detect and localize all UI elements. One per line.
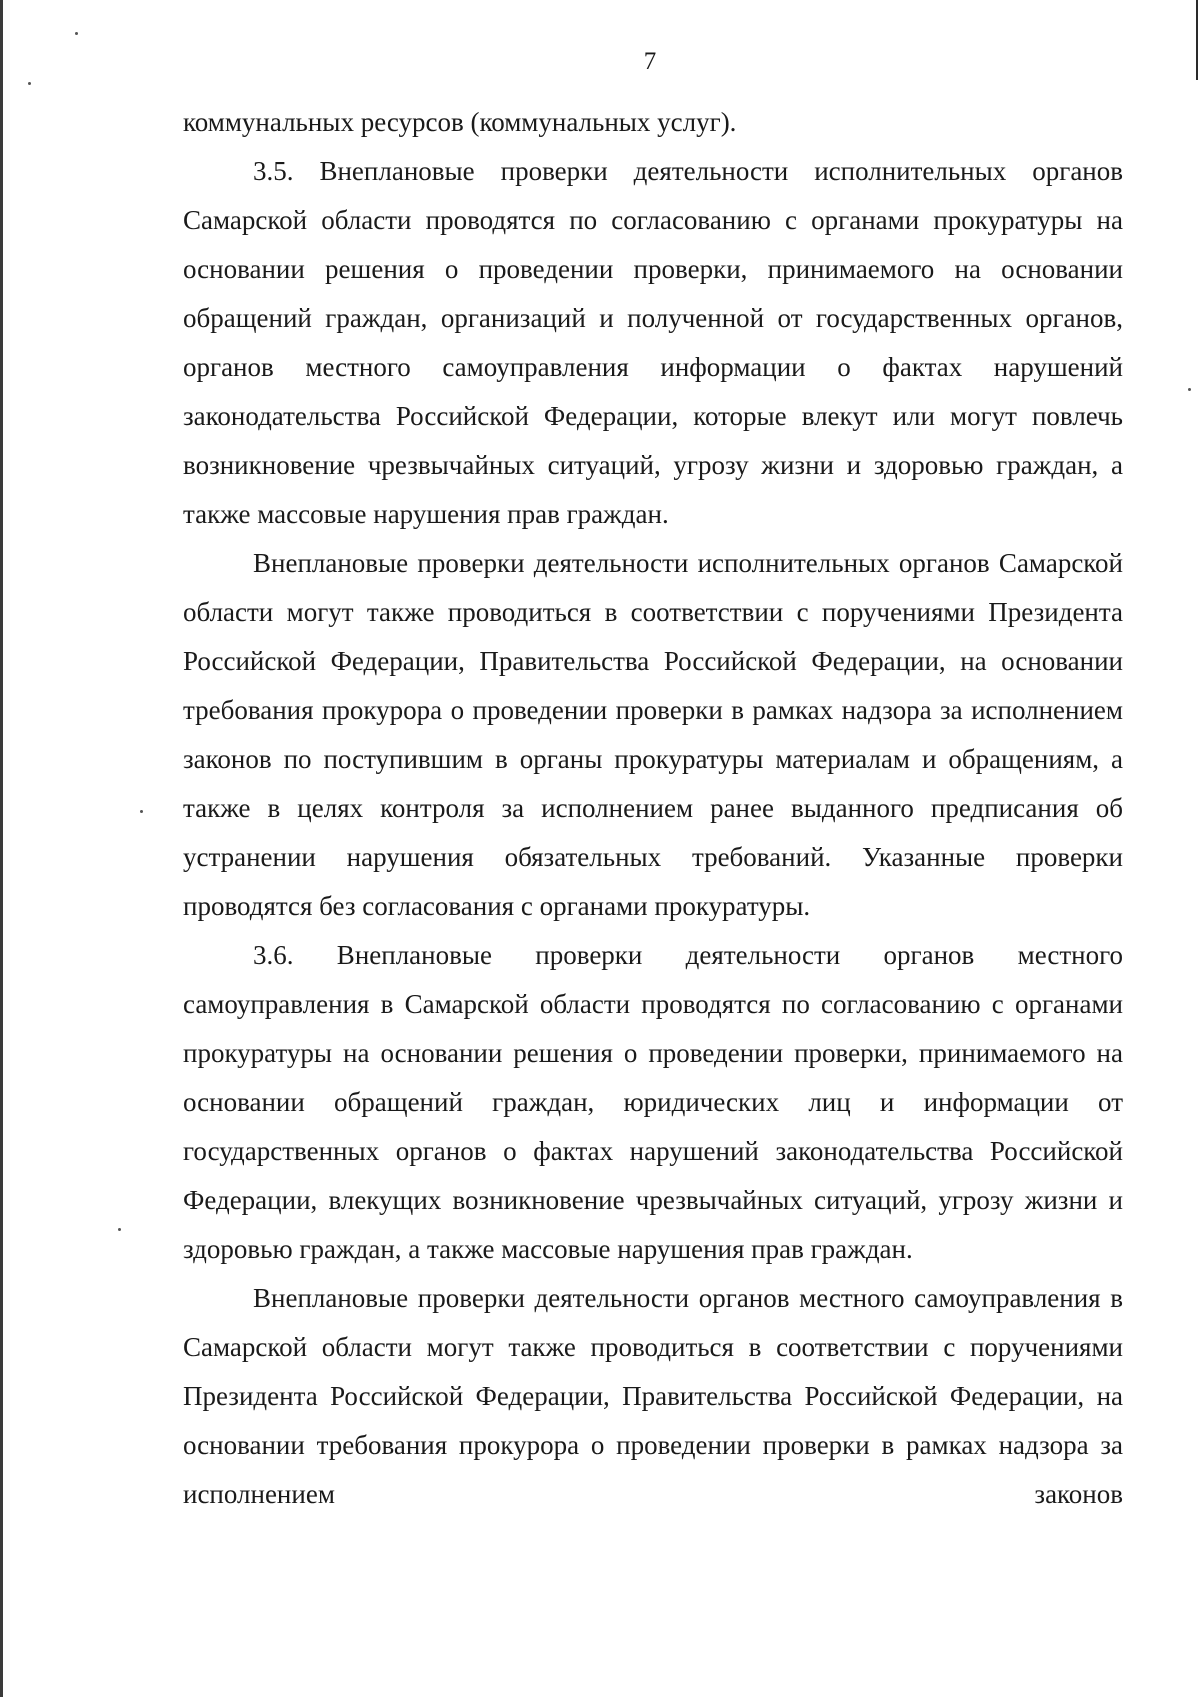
scan-left-edge [0, 0, 3, 1697]
scan-speck [75, 32, 78, 35]
paragraph-3-5: 3.5. Внеплановые проверки деятельности исполнительных органов Самарской области проводятся по согласованию с органами прокуратуры на основании решения о проведении проверки, принимаемого на основании обращений граждан, организаций и полученной от государственных органов, органов местного самоуправления информации о фактах нарушений законодательства Российской Федерации, которые влекут или могут повлечь возникновение чрезвычайных ситуаций, угрозу жизни и здоровью граждан, а также массовые нарушения прав граждан. [183, 156, 1123, 529]
scan-speck [1188, 388, 1191, 391]
scan-speck [140, 810, 143, 813]
paragraph-3-6: 3.6. Внеплановые проверки деятельности органов местного самоуправления в Самарской области проводятся по согласованию с органами прокуратуры на основании решения о проведении проверки, принимаемого на основании обращений граждан, юридических лиц и информации от государственных органов о фактах нарушений законодательства Российской Федерации, влекущих возникновение чрезвычайных ситуаций, угрозу жизни и здоровью граждан, а также массовые нарушения прав граждан. [183, 940, 1123, 1264]
paragraph-3-5-unscheduled: Внеплановые проверки деятельности исполнительных органов Самарской области могут также проводиться в соответствии с поручениями Президента Российской Федерации, Правительства Российской Федерации, на основании требования прокурора о проведении проверки в рамках надзора за исполнением законов по поступившим в органы прокуратуры материалам и обращениям, а также в целях контроля за исполнением ранее выданного предписания об устранении нарушения обязательных требований. Указанные проверки проводятся без согласования с органами прокуратуры. [183, 548, 1123, 921]
document-body [183, 98, 1123, 1519]
scan-speck [118, 1228, 121, 1231]
scan-speck [28, 82, 31, 85]
page-number: 7 [643, 48, 657, 75]
paragraph-continuation: коммунальных ресурсов (коммунальных услуг). [183, 107, 737, 137]
paragraph-3-6-unscheduled: Внеплановые проверки деятельности органов местного самоуправления в Самарской области могут также проводиться в соответствии с поручениями Президента Российской Федерации, Правительства Российской Федерации, на основании требования прокурора о проведении проверки в рамках надзора за исполнением законов [183, 1283, 1123, 1509]
